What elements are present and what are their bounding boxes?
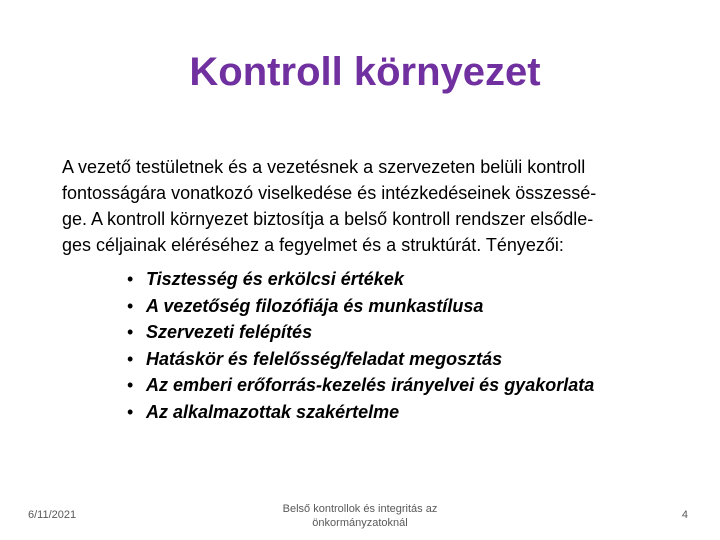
list-item-text: Szervezeti felépítés [146, 322, 313, 343]
slide-title: Kontroll környezet [189, 50, 541, 94]
list-item [127, 346, 594, 373]
list-item-text: Hatáskör és felelősség/feladat megosztás [146, 348, 503, 369]
list-item-text: A vezetőség filozófiája és munkastílusa [146, 295, 484, 316]
list-item [127, 372, 594, 399]
bullet-icon: • [127, 375, 134, 396]
list-item [127, 266, 594, 293]
bullet-icon: • [127, 322, 134, 343]
footer-title-line: önkormányzatoknál [312, 517, 408, 529]
list-item [127, 319, 594, 346]
list-item-text: Tisztesség és erkölcsi értékek [146, 269, 404, 289]
bullet-icon: • [127, 348, 134, 369]
footer-title-line: Belső kontrollok és integritás az [282, 503, 438, 515]
bullet-icon: • [127, 269, 134, 289]
body-paragraph [62, 154, 692, 258]
bullet-icon: • [127, 295, 134, 316]
list-item-text: Az emberi erőforrás-kezelés irányelvei és gyakorlata [146, 375, 595, 396]
list-item-text: Az alkalmazottak szakértelme [146, 401, 400, 422]
list-item [127, 399, 594, 426]
body-line: fontosságára vonatkozó viselkedése és intézkedéseinek összessé- [62, 183, 597, 203]
footer-title [250, 502, 470, 530]
body-line: A vezető testületnek és a vezetésnek a szervezeten belüli kontroll [62, 157, 586, 177]
list-item [127, 293, 594, 320]
footer-date: 6/11/2021 [28, 509, 77, 521]
factor-list [127, 266, 594, 426]
body-line: ge. A kontroll környezet biztosítja a belső kontroll rendszer elsődle- [62, 209, 594, 229]
page-number: 4 [681, 509, 688, 521]
bullet-icon: • [127, 401, 134, 422]
body-line: ges céljainak eléréséhez a fegyelmet és a struktúrát. Tényezői: [62, 235, 564, 255]
